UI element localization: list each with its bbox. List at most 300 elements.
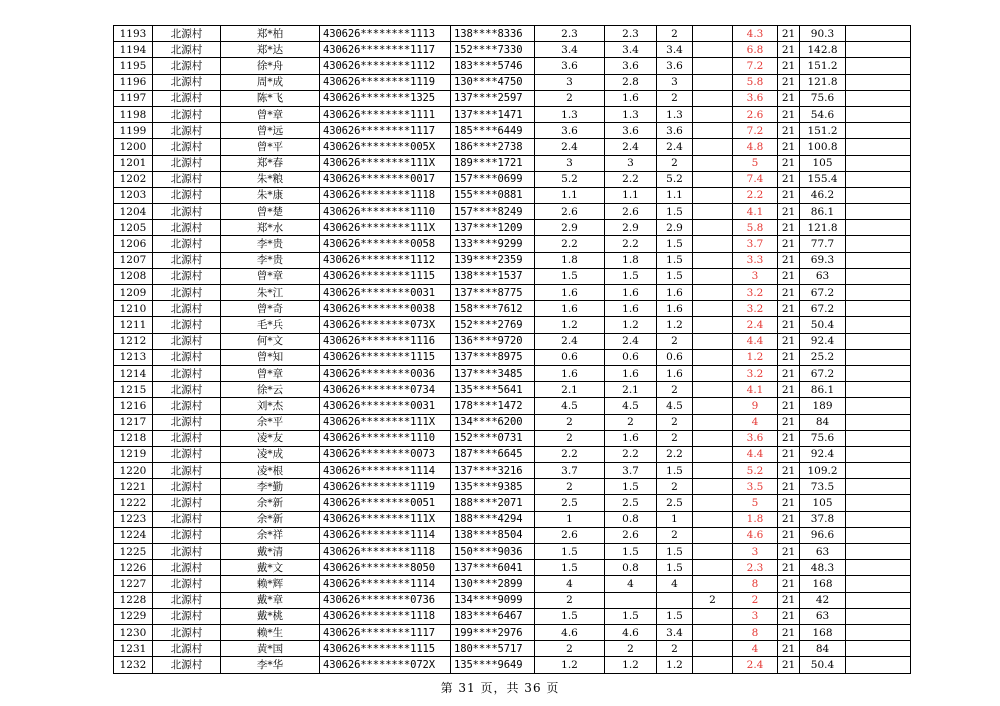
cell-name: 余*祥: [221, 527, 320, 543]
cell-village: 北源村: [153, 463, 221, 479]
cell-amount: 69.3: [800, 252, 846, 268]
cell-value-b: 2.6: [605, 204, 657, 220]
cell-phone: 137****1471: [451, 106, 535, 122]
cell-id-number: 430626********072X: [320, 657, 451, 673]
cell-name: 赖*生: [221, 624, 320, 640]
cell-row-number: 1217: [114, 414, 153, 430]
cell-id-number: 430626********1111: [320, 106, 451, 122]
cell-rate: 21: [778, 592, 800, 608]
cell-id-number: 430626********1114: [320, 576, 451, 592]
cell-value-c: 2.2: [657, 446, 693, 462]
cell-value-b: 3: [605, 155, 657, 171]
cell-value-d: [693, 26, 733, 42]
cell-value-b: [605, 592, 657, 608]
cell-id-number: 430626********0736: [320, 592, 451, 608]
cell-name: 曾*知: [221, 349, 320, 365]
cell-rate: 21: [778, 58, 800, 74]
table-row: [114, 398, 911, 414]
cell-id-number: 430626********1325: [320, 90, 451, 106]
cell-value-d: [693, 171, 733, 187]
cell-id-number: 430626********0051: [320, 495, 451, 511]
cell-value-d: [693, 220, 733, 236]
cell-value-b: 0.8: [605, 560, 657, 576]
cell-total-area: 3: [733, 608, 778, 624]
cell-village: 北源村: [153, 26, 221, 42]
table-row: [114, 187, 911, 203]
cell-id-number: 430626********1118: [320, 187, 451, 203]
table-row: [114, 624, 911, 640]
cell-name: 戴*章: [221, 592, 320, 608]
cell-rate: 21: [778, 333, 800, 349]
cell-value-a: 2.5: [535, 495, 605, 511]
cell-value-d: [693, 511, 733, 527]
cell-value-a: 1.5: [535, 560, 605, 576]
cell-remark: [846, 365, 911, 381]
cell-value-c: 2: [657, 382, 693, 398]
cell-row-number: 1218: [114, 430, 153, 446]
cell-id-number: 430626********111X: [320, 155, 451, 171]
cell-id-number: 430626********1119: [320, 74, 451, 90]
cell-value-b: 1.5: [605, 608, 657, 624]
cell-value-b: 1.3: [605, 106, 657, 122]
cell-name: 凌*根: [221, 463, 320, 479]
cell-total-area: 4.6: [733, 527, 778, 543]
cell-value-a: 4: [535, 576, 605, 592]
cell-row-number: 1200: [114, 139, 153, 155]
cell-remark: [846, 285, 911, 301]
cell-id-number: 430626********1117: [320, 624, 451, 640]
cell-remark: [846, 479, 911, 495]
table-row: [114, 285, 911, 301]
cell-name: 郑*水: [221, 220, 320, 236]
cell-total-area: 5: [733, 495, 778, 511]
cell-phone: 134****9099: [451, 592, 535, 608]
cell-amount: 46.2: [800, 187, 846, 203]
cell-amount: 42: [800, 592, 846, 608]
cell-value-d: [693, 74, 733, 90]
cell-total-area: 5.2: [733, 463, 778, 479]
cell-phone: 136****9720: [451, 333, 535, 349]
cell-total-area: 5: [733, 155, 778, 171]
cell-value-b: 4.6: [605, 624, 657, 640]
cell-remark: [846, 204, 911, 220]
cell-value-d: 2: [693, 592, 733, 608]
cell-phone: 135****5641: [451, 382, 535, 398]
cell-rate: 21: [778, 171, 800, 187]
cell-remark: [846, 382, 911, 398]
cell-value-c: 2: [657, 527, 693, 543]
cell-village: 北源村: [153, 123, 221, 139]
cell-remark: [846, 641, 911, 657]
cell-phone: 139****2359: [451, 252, 535, 268]
cell-remark: [846, 74, 911, 90]
cell-value-a: 2: [535, 414, 605, 430]
cell-remark: [846, 317, 911, 333]
cell-remark: [846, 106, 911, 122]
page-footer: 第 31 页，共 36 页: [440, 681, 560, 695]
cell-amount: 84: [800, 414, 846, 430]
cell-value-a: 1.3: [535, 106, 605, 122]
cell-amount: 168: [800, 576, 846, 592]
cell-value-c: [657, 592, 693, 608]
cell-village: 北源村: [153, 139, 221, 155]
cell-row-number: 1207: [114, 252, 153, 268]
cell-rate: 21: [778, 560, 800, 576]
cell-id-number: 430626********8050: [320, 560, 451, 576]
cell-remark: [846, 301, 911, 317]
cell-value-a: 1.8: [535, 252, 605, 268]
cell-row-number: 1222: [114, 495, 153, 511]
cell-total-area: 2.3: [733, 560, 778, 576]
cell-phone: 137****2597: [451, 90, 535, 106]
cell-amount: 96.6: [800, 527, 846, 543]
cell-amount: 86.1: [800, 204, 846, 220]
cell-id-number: 430626********0058: [320, 236, 451, 252]
cell-value-b: 3.6: [605, 58, 657, 74]
cell-value-a: 2: [535, 430, 605, 446]
cell-value-b: 2: [605, 414, 657, 430]
cell-amount: 92.4: [800, 446, 846, 462]
cell-value-d: [693, 123, 733, 139]
cell-name: 李*贵: [221, 252, 320, 268]
cell-phone: 186****2738: [451, 139, 535, 155]
cell-phone: 137****8775: [451, 285, 535, 301]
cell-remark: [846, 463, 911, 479]
cell-value-a: 3: [535, 155, 605, 171]
cell-total-area: 3.6: [733, 430, 778, 446]
cell-id-number: 430626********1112: [320, 252, 451, 268]
table-row: [114, 608, 911, 624]
cell-rate: 21: [778, 463, 800, 479]
cell-row-number: 1216: [114, 398, 153, 414]
cell-village: 北源村: [153, 495, 221, 511]
cell-village: 北源村: [153, 527, 221, 543]
cell-rate: 21: [778, 657, 800, 673]
cell-remark: [846, 171, 911, 187]
cell-row-number: 1212: [114, 333, 153, 349]
cell-value-b: 1.2: [605, 657, 657, 673]
cell-value-d: [693, 90, 733, 106]
cell-name: 凌*成: [221, 446, 320, 462]
cell-value-a: 1.6: [535, 365, 605, 381]
cell-village: 北源村: [153, 252, 221, 268]
cell-remark: [846, 576, 911, 592]
cell-value-d: [693, 58, 733, 74]
cell-value-d: [693, 657, 733, 673]
cell-phone: 187****6645: [451, 446, 535, 462]
cell-row-number: 1197: [114, 90, 153, 106]
cell-village: 北源村: [153, 544, 221, 560]
cell-phone: 185****6449: [451, 123, 535, 139]
cell-value-a: 1.6: [535, 285, 605, 301]
cell-value-d: [693, 333, 733, 349]
cell-name: 李*贵: [221, 236, 320, 252]
cell-value-d: [693, 544, 733, 560]
cell-value-c: 2: [657, 26, 693, 42]
cell-name: 朱*康: [221, 187, 320, 203]
cell-value-b: 2.5: [605, 495, 657, 511]
cell-phone: 137****1209: [451, 220, 535, 236]
cell-remark: [846, 252, 911, 268]
table-row: [114, 349, 911, 365]
cell-rate: 21: [778, 74, 800, 90]
table-row: [114, 333, 911, 349]
cell-total-area: 5.8: [733, 220, 778, 236]
table-row: [114, 268, 911, 284]
cell-remark: [846, 657, 911, 673]
cell-value-a: 2: [535, 90, 605, 106]
cell-row-number: 1231: [114, 641, 153, 657]
cell-village: 北源村: [153, 511, 221, 527]
cell-village: 北源村: [153, 576, 221, 592]
cell-total-area: 2.6: [733, 106, 778, 122]
table-row: [114, 382, 911, 398]
cell-amount: 121.8: [800, 220, 846, 236]
cell-value-b: 3.7: [605, 463, 657, 479]
cell-value-b: 3.4: [605, 42, 657, 58]
cell-id-number: 430626********1114: [320, 527, 451, 543]
cell-amount: 121.8: [800, 74, 846, 90]
cell-value-c: 4.5: [657, 398, 693, 414]
cell-row-number: 1205: [114, 220, 153, 236]
cell-phone: 150****9036: [451, 544, 535, 560]
cell-value-b: 2.2: [605, 446, 657, 462]
table-row: [114, 641, 911, 657]
cell-rate: 21: [778, 155, 800, 171]
table-row: [114, 544, 911, 560]
cell-value-b: 1.2: [605, 317, 657, 333]
cell-amount: 168: [800, 624, 846, 640]
cell-amount: 77.7: [800, 236, 846, 252]
cell-total-area: 2.4: [733, 317, 778, 333]
table-row: [114, 560, 911, 576]
cell-value-a: 2.6: [535, 527, 605, 543]
cell-phone: 130****4750: [451, 74, 535, 90]
cell-amount: 109.2: [800, 463, 846, 479]
cell-value-b: 1.1: [605, 187, 657, 203]
cell-total-area: 4.1: [733, 382, 778, 398]
cell-name: 曾*楚: [221, 204, 320, 220]
cell-value-b: 1.6: [605, 430, 657, 446]
cell-remark: [846, 511, 911, 527]
cell-rate: 21: [778, 204, 800, 220]
cell-amount: 86.1: [800, 382, 846, 398]
cell-name: 刘*杰: [221, 398, 320, 414]
cell-value-a: 1: [535, 511, 605, 527]
cell-village: 北源村: [153, 398, 221, 414]
cell-rate: 21: [778, 187, 800, 203]
cell-row-number: 1220: [114, 463, 153, 479]
table-row: [114, 171, 911, 187]
cell-rate: 21: [778, 641, 800, 657]
cell-rate: 21: [778, 576, 800, 592]
cell-row-number: 1195: [114, 58, 153, 74]
cell-name: 余*新: [221, 511, 320, 527]
cell-amount: 142.8: [800, 42, 846, 58]
cell-value-b: 1.5: [605, 479, 657, 495]
cell-value-c: 2: [657, 333, 693, 349]
table-row: [114, 657, 911, 673]
cell-value-a: 1.2: [535, 657, 605, 673]
cell-value-a: 2: [535, 479, 605, 495]
data-table: [113, 25, 911, 674]
cell-remark: [846, 624, 911, 640]
cell-rate: 21: [778, 365, 800, 381]
table-row: [114, 317, 911, 333]
cell-amount: 73.5: [800, 479, 846, 495]
cell-village: 北源村: [153, 236, 221, 252]
cell-name: 李*华: [221, 657, 320, 673]
cell-row-number: 1229: [114, 608, 153, 624]
cell-id-number: 430626********0017: [320, 171, 451, 187]
cell-row-number: 1213: [114, 349, 153, 365]
cell-value-a: 1.5: [535, 544, 605, 560]
cell-amount: 37.8: [800, 511, 846, 527]
cell-value-d: [693, 155, 733, 171]
cell-amount: 63: [800, 268, 846, 284]
cell-amount: 25.2: [800, 349, 846, 365]
cell-value-d: [693, 576, 733, 592]
cell-value-b: 0.8: [605, 511, 657, 527]
cell-phone: 137****3485: [451, 365, 535, 381]
cell-remark: [846, 333, 911, 349]
cell-value-d: [693, 106, 733, 122]
cell-rate: 21: [778, 317, 800, 333]
cell-value-c: 1.6: [657, 301, 693, 317]
cell-amount: 63: [800, 544, 846, 560]
cell-row-number: 1208: [114, 268, 153, 284]
cell-id-number: 430626********1117: [320, 123, 451, 139]
cell-rate: 21: [778, 495, 800, 511]
cell-value-b: 2.3: [605, 26, 657, 42]
cell-remark: [846, 349, 911, 365]
cell-phone: 152****7330: [451, 42, 535, 58]
cell-rate: 21: [778, 42, 800, 58]
cell-amount: 189: [800, 398, 846, 414]
cell-id-number: 430626********1115: [320, 268, 451, 284]
cell-total-area: 3.5: [733, 479, 778, 495]
cell-village: 北源村: [153, 90, 221, 106]
cell-value-a: 0.6: [535, 349, 605, 365]
cell-value-d: [693, 236, 733, 252]
cell-value-a: 1.5: [535, 268, 605, 284]
cell-rate: 21: [778, 268, 800, 284]
cell-name: 黄*国: [221, 641, 320, 657]
cell-value-d: [693, 560, 733, 576]
cell-total-area: 3.7: [733, 236, 778, 252]
table-row: [114, 42, 911, 58]
cell-value-c: 2: [657, 430, 693, 446]
cell-value-b: 1.5: [605, 544, 657, 560]
cell-value-c: 2: [657, 641, 693, 657]
cell-name: 徐*舟: [221, 58, 320, 74]
cell-id-number: 430626********1113: [320, 26, 451, 42]
cell-rate: 21: [778, 544, 800, 560]
cell-value-d: [693, 495, 733, 511]
cell-value-b: 2.6: [605, 527, 657, 543]
table-row: [114, 90, 911, 106]
cell-id-number: 430626********1118: [320, 608, 451, 624]
cell-value-a: 5.2: [535, 171, 605, 187]
cell-value-c: 2: [657, 479, 693, 495]
cell-value-b: 2.1: [605, 382, 657, 398]
cell-row-number: 1226: [114, 560, 153, 576]
cell-remark: [846, 592, 911, 608]
cell-id-number: 430626********005X: [320, 139, 451, 155]
cell-name: 朱*粮: [221, 171, 320, 187]
cell-phone: 183****5746: [451, 58, 535, 74]
cell-total-area: 3: [733, 544, 778, 560]
table-row: [114, 155, 911, 171]
cell-total-area: 4.3: [733, 26, 778, 42]
cell-remark: [846, 608, 911, 624]
cell-id-number: 430626********1119: [320, 479, 451, 495]
cell-remark: [846, 42, 911, 58]
cell-village: 北源村: [153, 333, 221, 349]
cell-phone: 137****6041: [451, 560, 535, 576]
cell-value-a: 4.6: [535, 624, 605, 640]
cell-rate: 21: [778, 139, 800, 155]
cell-value-d: [693, 285, 733, 301]
cell-value-b: 1.6: [605, 285, 657, 301]
cell-value-d: [693, 204, 733, 220]
cell-name: 赖*辉: [221, 576, 320, 592]
cell-value-a: 3.6: [535, 123, 605, 139]
cell-phone: 180****5717: [451, 641, 535, 657]
cell-total-area: 6.8: [733, 42, 778, 58]
cell-name: 毛*兵: [221, 317, 320, 333]
cell-phone: 138****8336: [451, 26, 535, 42]
cell-row-number: 1230: [114, 624, 153, 640]
cell-name: 曾*章: [221, 365, 320, 381]
cell-phone: 188****4294: [451, 511, 535, 527]
cell-id-number: 430626********1112: [320, 58, 451, 74]
cell-village: 北源村: [153, 285, 221, 301]
cell-amount: 75.6: [800, 430, 846, 446]
cell-value-d: [693, 382, 733, 398]
cell-value-c: 4: [657, 576, 693, 592]
cell-row-number: 1227: [114, 576, 153, 592]
cell-amount: 100.8: [800, 139, 846, 155]
cell-value-c: 1.5: [657, 236, 693, 252]
cell-phone: 178****1472: [451, 398, 535, 414]
cell-total-area: 3: [733, 268, 778, 284]
cell-name: 郑*春: [221, 155, 320, 171]
cell-village: 北源村: [153, 382, 221, 398]
cell-value-c: 3.6: [657, 123, 693, 139]
cell-rate: 21: [778, 382, 800, 398]
cell-phone: 152****0731: [451, 430, 535, 446]
cell-value-d: [693, 641, 733, 657]
cell-row-number: 1215: [114, 382, 153, 398]
cell-row-number: 1204: [114, 204, 153, 220]
cell-value-d: [693, 414, 733, 430]
cell-value-c: 1.5: [657, 463, 693, 479]
cell-village: 北源村: [153, 155, 221, 171]
cell-value-b: 4: [605, 576, 657, 592]
cell-value-a: 2.9: [535, 220, 605, 236]
cell-village: 北源村: [153, 608, 221, 624]
cell-village: 北源村: [153, 479, 221, 495]
table-row: [114, 414, 911, 430]
cell-amount: 63: [800, 608, 846, 624]
cell-total-area: 1.8: [733, 511, 778, 527]
cell-value-a: 3.6: [535, 58, 605, 74]
cell-village: 北源村: [153, 641, 221, 657]
cell-value-c: 2.4: [657, 139, 693, 155]
cell-total-area: 3.2: [733, 365, 778, 381]
cell-value-c: 1.2: [657, 317, 693, 333]
